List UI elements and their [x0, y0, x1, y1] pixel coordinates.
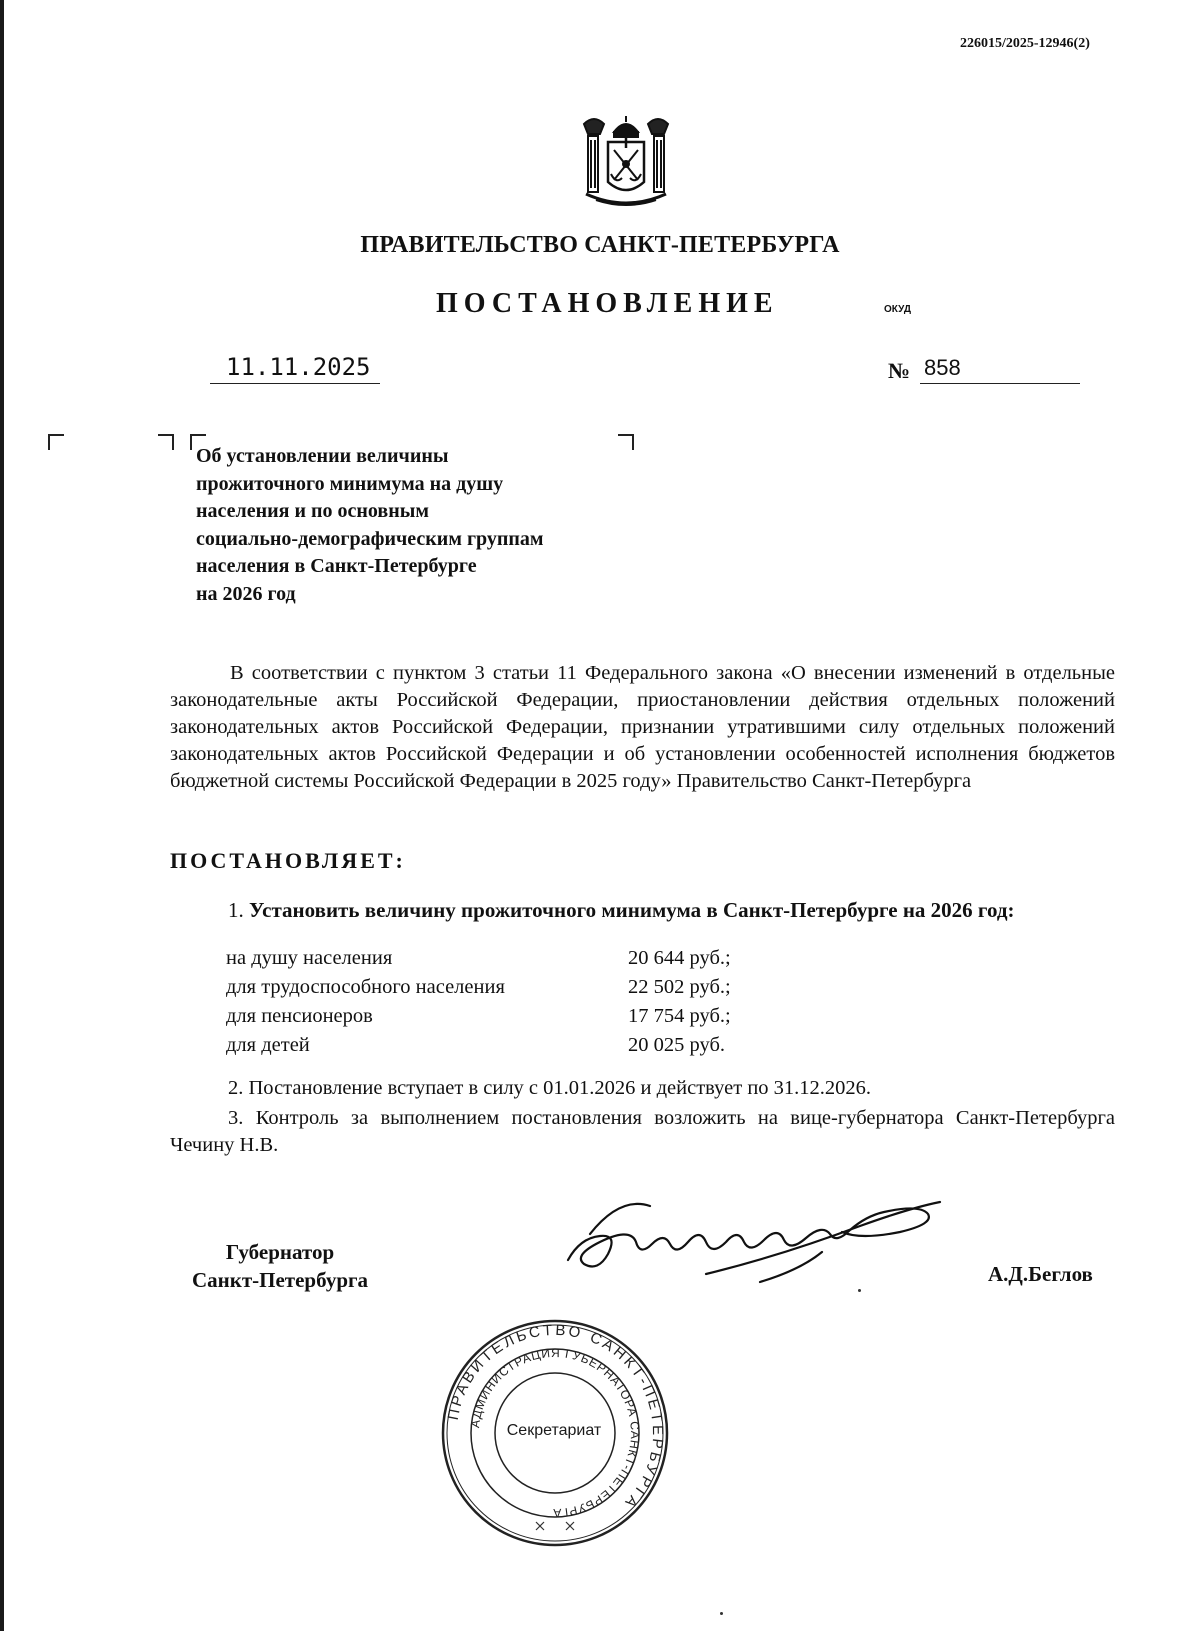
- signatory-position: [170, 1238, 390, 1294]
- scan-speck: [720, 1612, 723, 1615]
- document-title: [196, 443, 666, 609]
- rate-value: 20 644 руб.;: [628, 947, 731, 969]
- stamp-inner-text: АДМИНИСТРАЦИЯ ГУБЕРНАТОРА САНКТ-ПЕТЕРБУРГА: [468, 1345, 643, 1521]
- clause-2: 2. Постановление вступает в силу с 01.01.2026 и действует по 31.12.2026.: [228, 1077, 872, 1099]
- title-line: прожиточного минимума на душу: [196, 472, 504, 495]
- number-label: №: [888, 358, 911, 383]
- stamp-center-text: Секретариат: [506, 1422, 602, 1439]
- handwritten-signature: [560, 1186, 960, 1296]
- okud-label: ОКУД: [884, 304, 911, 315]
- registration-number: 226015/2025-12946(2): [960, 36, 1090, 51]
- document-number: 858: [924, 355, 961, 380]
- rate-value: 22 502 руб.;: [628, 976, 731, 998]
- rate-category: для трудоспособного населения: [226, 976, 505, 998]
- rate-category: для детей: [226, 1034, 310, 1056]
- signer-name: А.Д.Беглов: [988, 1262, 1093, 1286]
- title-line: на 2026 год: [196, 582, 296, 605]
- organization-name: ПРАВИТЕЛЬСТВО САНКТ-ПЕТЕРБУРГА: [360, 232, 840, 258]
- signatory-position-line: Санкт-Петербурга: [191, 1268, 369, 1292]
- rate-category: для пенсионеров: [226, 1005, 373, 1027]
- rate-value: 20 025 руб.: [628, 1034, 726, 1056]
- resolves-heading: ПОСТАНОВЛЯЕТ:: [170, 848, 406, 873]
- stamp-outer-text: ПРАВИТЕЛЬСТВО САНКТ-ПЕТЕРБУРГА: [444, 1321, 667, 1514]
- title-line: населения и по основным: [196, 500, 429, 523]
- title-line: социально-демографическим группам: [196, 527, 544, 550]
- clause-3: 3. Контроль за выполнением постановления возложить на вице-губернатора Санкт-Петербурга Чечину Н.В.: [170, 1107, 1115, 1156]
- title-line: населения в Санкт-Петербурге: [196, 555, 477, 578]
- document-type: ПОСТАНОВЛЕНИЕ: [436, 288, 779, 319]
- scan-speck: [858, 1289, 861, 1292]
- rate-category: на душу населения: [226, 947, 393, 969]
- clause-1-number: 1.: [228, 898, 244, 922]
- document-date: 11.11.2025: [226, 353, 371, 381]
- number-underline: [920, 383, 1080, 384]
- signatory-position-line: Губернатор: [225, 1240, 335, 1264]
- corner-bracket: [48, 434, 64, 450]
- corner-bracket: [158, 434, 174, 450]
- saint-petersburg-coat-of-arms-icon: [578, 114, 674, 214]
- rate-value: 17 754 руб.;: [628, 1005, 731, 1027]
- clause-1-text: Установить величину прожиточного минимума в Санкт-Петербурге на 2026 год:: [249, 898, 1015, 922]
- clause-1: [228, 898, 1014, 923]
- preamble-paragraph: В соответствии с пунктом 3 статьи 11 Федерального закона «О внесении изменений в отдельные законодательные акты Российской Федерации, приостановлении действия отдельных положений законодательных актов Российской Федерации, признании утратившими силу отдельных положений законодательных актов Российской Федерации и об установлении особенностей исполнения бюджетов бюджетной системы Российской Федерации в 2025 году» Правительство Санкт-Петербурга: [170, 662, 1115, 792]
- title-line: Об установлении величины: [196, 445, 449, 467]
- date-underline: [210, 383, 380, 384]
